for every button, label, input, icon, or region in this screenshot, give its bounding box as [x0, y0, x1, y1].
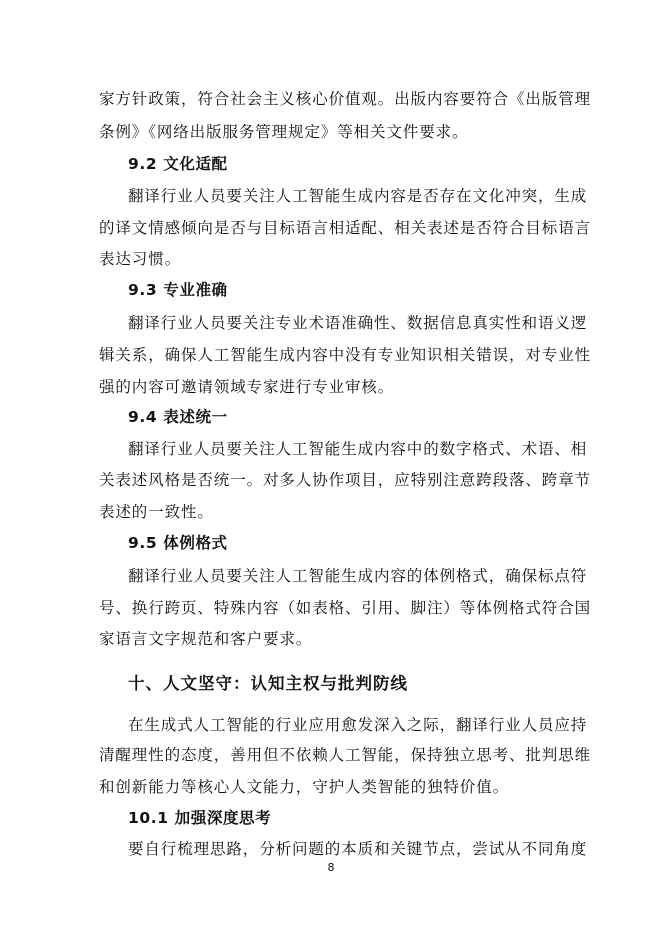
section-heading-9-5: 9.5 体例格式	[128, 534, 228, 552]
body-text-line: 清醒理性的态度，善用但不依赖人工智能，保持独立思考、批判思维	[99, 746, 592, 764]
section-heading-9-2: 9.2 文化适配	[128, 155, 228, 173]
body-text-line: 表述的一致性。	[99, 503, 214, 521]
section-heading-9-3: 9.3 专业准确	[128, 281, 228, 299]
body-text-line: 翻译行业人员要关注人工智能生成内容的体例格式，确保标点符	[128, 567, 588, 585]
section-heading-10-1: 10.1 加强深度思考	[128, 809, 272, 827]
body-text-line: 关表述风格是否统一。对多人协作项目，应特别注意跨段落、跨章节	[99, 471, 592, 489]
body-text-line: 强的内容可邀请领域专家进行专业审核。	[99, 378, 395, 396]
body-text-line: 表达习惯。	[99, 250, 182, 268]
body-text-line: 辑关系，确保人工智能生成内容中没有专业知识相关错误，对专业性	[99, 346, 592, 364]
body-text-line: 和创新能力等核心人文能力，守护人类智能的独特价值。	[99, 778, 510, 796]
section-heading-9-4: 9.4 表述统一	[128, 408, 228, 426]
body-text-line: 翻译行业人员要关注专业术语准确性、数据信息真实性和语义逻	[128, 314, 588, 332]
body-text-line: 家语言文字规范和客户要求。	[99, 630, 313, 648]
body-text-line: 翻译行业人员要关注人工智能生成内容是否存在文化冲突，生成	[128, 187, 588, 205]
body-text-line: 号、换行跨页、特殊内容（如表格、引用、脚注）等体例格式符合国	[99, 599, 592, 617]
body-text-line: 要自行梳理思路，分析问题的本质和关键节点，尝试从不同角度	[128, 840, 588, 858]
body-text-line: 家方针政策，符合社会主义核心价值观。出版内容要符合《出版管理	[99, 90, 592, 108]
body-text-line: 在生成式人工智能的行业应用愈发深入之际，翻译行业人员应持	[128, 716, 588, 734]
body-text-line: 翻译行业人员要关注人工智能生成内容中的数字格式、术语、相	[128, 440, 588, 458]
page-number: 8	[327, 861, 335, 874]
body-text-line: 的译文情感倾向是否与目标语言相适配、相关表述是否符合目标语言	[99, 219, 592, 237]
body-text-line: 条例》《网络出版服务管理规定》等相关文件要求。	[99, 123, 469, 141]
chapter-heading-10: 十、人文坚守：认知主权与批判防线	[128, 674, 408, 693]
